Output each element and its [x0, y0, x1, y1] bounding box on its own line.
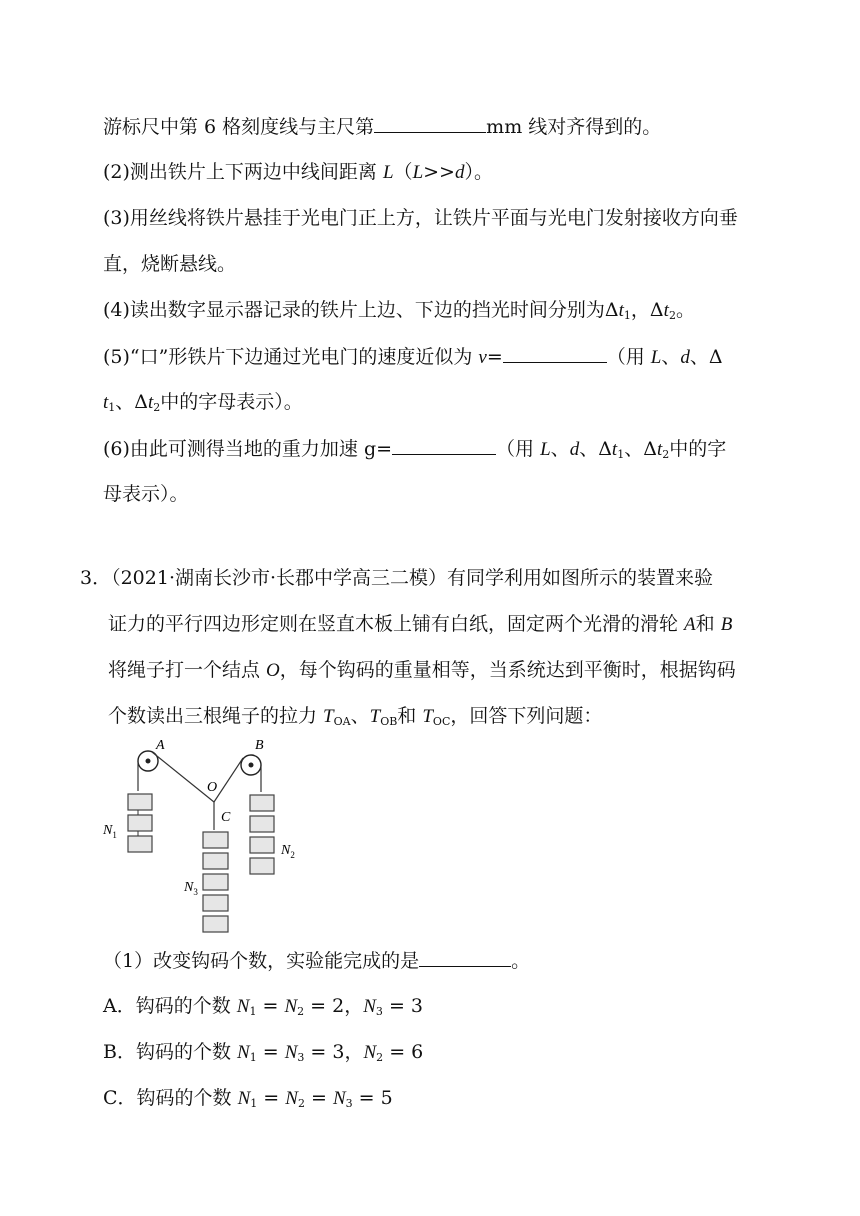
label-a: A [156, 738, 165, 753]
text-segment: 5 [380, 1087, 393, 1109]
text-segment: = [486, 346, 503, 368]
weights-n3 [203, 832, 228, 932]
weights-n2 [250, 795, 274, 874]
var-B: B [720, 614, 733, 635]
text-segment: ，回答下列问题： [450, 705, 603, 727]
pulley-diagram [100, 732, 320, 937]
text-segment: = [382, 995, 411, 1017]
subscript: 3 [297, 1051, 305, 1064]
step-6-line2: 母表示）。 [103, 483, 189, 505]
text-segment: 和 [397, 705, 423, 727]
var-T: T [323, 706, 334, 727]
text-segment: 6 [411, 1041, 424, 1063]
text-segment: 证力的平行四边形定则在竖直木板上铺有白纸，固定两个光滑的滑轮 [108, 613, 685, 635]
answer-blank[interactable] [392, 436, 496, 455]
text-segment: ，每个钩码的重量相等，当系统达到平衡时，根据钩码 [279, 659, 736, 681]
var-t: t [656, 439, 663, 460]
var-L: L [650, 347, 662, 368]
var-T: T [369, 706, 381, 727]
subscript: 1 [250, 1097, 258, 1110]
question-source: （2021·湖南长沙市·长郡中学高三二模）有同学利用如图所示的装置来验 [111, 567, 714, 589]
var-N: N [284, 1042, 298, 1063]
subscript: OB [380, 715, 398, 728]
step-4 [103, 298, 695, 323]
subscript: 1 [623, 309, 631, 322]
text-segment: 3， [332, 1041, 364, 1063]
var-N: N [363, 1042, 377, 1063]
var-d: d [680, 347, 690, 368]
var-L: L [540, 439, 551, 460]
text-segment: 、 [661, 346, 681, 368]
subscript: OC [432, 715, 451, 728]
var-T: T [422, 706, 433, 727]
text-segment: (2)测出铁片上下两边中线间距离 [103, 161, 383, 183]
rope-oa [152, 752, 214, 802]
text-segment: 、Δ [115, 391, 149, 413]
var-d: d [569, 439, 580, 460]
subscript: 1 [617, 448, 625, 461]
question-number: 3． [80, 567, 112, 589]
option-c[interactable] [103, 1086, 393, 1111]
text-segment: （用 [606, 346, 651, 368]
var-A: A [684, 614, 696, 635]
question-3-line1 [80, 566, 713, 590]
subscript: 1 [249, 1005, 257, 1018]
var-N: N [332, 1088, 346, 1109]
var-t: t [611, 439, 618, 460]
pulley-b-axle [249, 763, 254, 768]
label-b: B [255, 738, 264, 753]
question-3-line2 [108, 612, 732, 637]
answer-blank[interactable] [503, 344, 607, 363]
text-segment: 、Δ [624, 438, 657, 460]
var-N: N [237, 1088, 251, 1109]
question-3-line3 [108, 658, 736, 683]
pulley-figure [100, 732, 320, 937]
subscript: 2 [297, 1005, 305, 1018]
label-o: O [207, 780, 218, 795]
var-N: N [236, 996, 250, 1017]
step-5-line2 [103, 390, 303, 415]
text-segment: = [352, 1087, 381, 1109]
text-segment: (4)读出数字显示器记录的铁片上边、下边的挡光时间分别为Δ [103, 299, 619, 321]
label-c: C [221, 810, 231, 825]
var-v: v [478, 347, 487, 368]
weights-n1 [128, 794, 152, 852]
step-3-line1: (3)用丝线将铁片悬挂于光电门正上方，让铁片平面与光电门发射接收方向垂 [103, 207, 738, 229]
var-t: t [148, 392, 154, 413]
var-N: N [285, 1088, 298, 1109]
text-segment: 中的字 [669, 438, 727, 460]
subscript: 1 [108, 401, 116, 414]
var-t: t [663, 300, 669, 321]
text-segment: = [304, 1087, 333, 1109]
var-O: O [266, 660, 280, 681]
var-d: d [454, 162, 465, 183]
subscript: 2 [668, 309, 676, 322]
var-t: t [618, 300, 624, 321]
option-b[interactable] [103, 1040, 423, 1065]
var-N: N [237, 1042, 250, 1063]
rope-ob [214, 758, 243, 802]
text-segment: 将绳子打一个结点 [108, 659, 267, 681]
text-segment: 中的字母表示）。 [160, 391, 303, 413]
subscript: OA [333, 715, 351, 728]
text-segment: 、Δ [689, 346, 723, 368]
text-segment: >> [423, 161, 455, 183]
text-segment: 2， [332, 995, 364, 1017]
option-label: B．钩码的个数 [103, 1041, 238, 1063]
text-segment: 3 [410, 995, 424, 1017]
text-segment: = [383, 1041, 412, 1063]
text-segment: 游标尺中第 6 格刻度线与主尺第 [103, 116, 375, 138]
step-5-line1 [103, 344, 723, 370]
subscript: 2 [662, 448, 670, 461]
var-L: L [382, 162, 394, 183]
subscript: 2 [376, 1051, 384, 1064]
var-t: t [103, 392, 109, 413]
subscript: 2 [297, 1097, 305, 1110]
question-3-line4 [108, 704, 602, 729]
text-segment: (6)由此可测得当地的重力加速 g= [103, 438, 393, 460]
text-segment: 、 [550, 438, 570, 460]
step-2 [103, 160, 493, 185]
pulley-a-axle [146, 759, 151, 764]
var-L: L [412, 162, 424, 183]
text-segment: ，Δ [630, 299, 664, 321]
sub-question-1 [103, 948, 530, 973]
subscript: 3 [345, 1097, 353, 1110]
label-n2: $N_2$ [281, 843, 295, 860]
answer-blank[interactable] [374, 114, 486, 133]
step-6-line1 [103, 436, 726, 462]
text-segment: = [256, 1041, 285, 1063]
answer-blank[interactable] [419, 948, 511, 967]
subscript: 1 [249, 1051, 257, 1064]
subscript: 3 [375, 1005, 383, 1018]
text-segment: (5)“口”形铁片下边通过光电门的速度近似为 [103, 346, 479, 368]
option-label: A．钩码的个数 [103, 995, 237, 1017]
text-segment: （用 [496, 438, 541, 460]
text-segment: = [304, 995, 333, 1017]
text-segment: 。 [511, 950, 531, 972]
text-segment: 、Δ [579, 438, 612, 460]
text-segment: mm 线对齐得到的。 [486, 116, 662, 138]
text-segment: 个数读出三根绳子的拉力 [108, 705, 324, 727]
text-segment: = [304, 1041, 333, 1063]
var-N: N [284, 996, 298, 1017]
option-label: C．钩码的个数 [103, 1087, 238, 1109]
step-3-line2: 直，烧断悬线。 [103, 253, 237, 275]
label-n1: $N_1$ [103, 823, 117, 840]
var-N: N [363, 996, 376, 1017]
text-segment: = [256, 995, 285, 1017]
text-segment: ）。 [464, 161, 493, 183]
option-a[interactable] [103, 994, 423, 1019]
text-segment: （ [393, 161, 413, 183]
subscript: 2 [153, 401, 161, 414]
text-segment: 。 [675, 299, 695, 321]
text-line [103, 114, 661, 139]
text-segment: = [257, 1087, 286, 1109]
text-segment: （1）改变钩码个数，实验能完成的是 [103, 950, 420, 972]
label-n3: $N_3$ [184, 880, 198, 897]
text-segment: 、 [350, 705, 370, 727]
text-segment: 和 [695, 613, 721, 635]
